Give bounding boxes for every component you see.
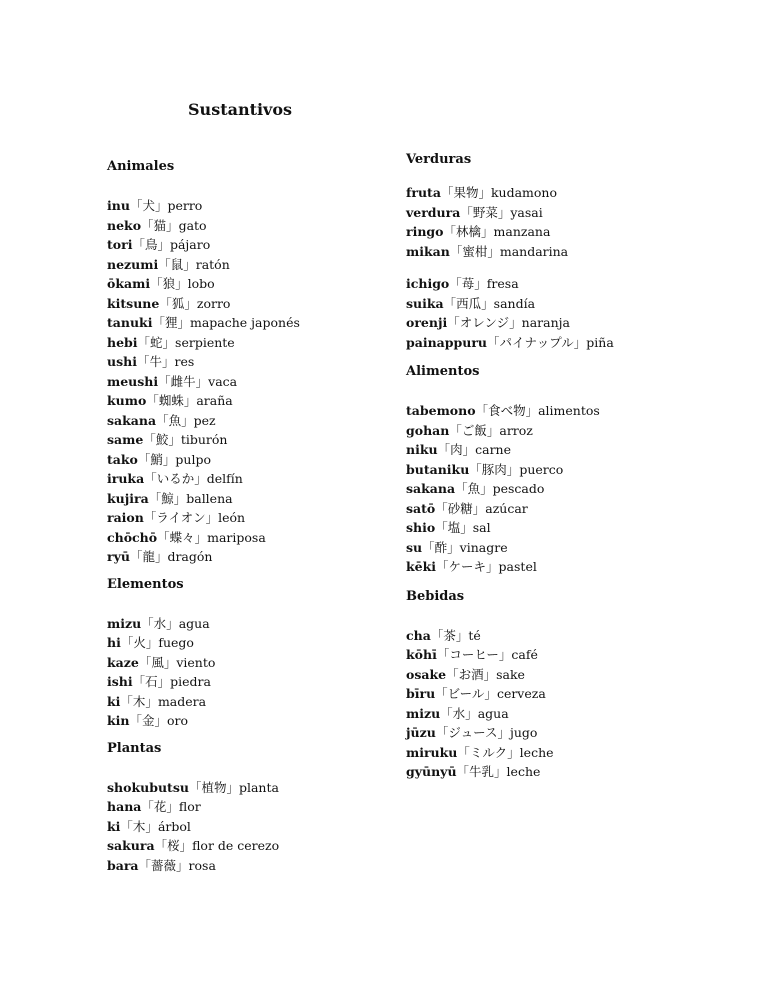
japanese-word: 「金」 (129, 713, 168, 728)
vocab-entry (406, 743, 746, 763)
vocab-entry (107, 633, 447, 653)
vocab-entry (406, 704, 746, 724)
spanish-word: mapache japonés (189, 315, 300, 330)
vocab-entry (406, 479, 746, 499)
spanish-word: agua (178, 615, 210, 631)
spanish-word: vaca (208, 373, 238, 389)
spacer (406, 577, 746, 588)
spacer (406, 606, 746, 626)
japanese-word: 「ジュース」 (435, 725, 510, 740)
japanese-word: 「お酒」 (446, 666, 497, 682)
japanese-word: 「花」 (141, 799, 179, 814)
vocab-entry (406, 333, 746, 353)
romaji-word: ryū (107, 549, 130, 564)
spacer (107, 758, 447, 778)
spanish-word: kudamono (490, 185, 557, 200)
vocab-entry (107, 313, 447, 333)
japanese-word: 「鯨」 (148, 490, 187, 506)
romaji-word: sakana (406, 481, 456, 496)
vocab-entry (107, 450, 447, 470)
vocab-entry (107, 692, 447, 712)
spanish-word: res (174, 354, 195, 369)
japanese-word: 「酢」 (422, 539, 460, 555)
spacer (406, 169, 746, 183)
vocab-entry (406, 518, 746, 538)
vocab-entry (107, 255, 447, 275)
romaji-word: kōhī (406, 647, 437, 662)
romaji-word: tanuki (107, 315, 153, 330)
vocab-entry (107, 274, 450, 294)
romaji-word: butaniku (406, 461, 470, 477)
spanish-word: carne (475, 442, 511, 457)
vocab-entry (406, 222, 746, 242)
vocab-entry (107, 489, 447, 509)
romaji-word: suika (406, 295, 444, 311)
romaji-word: tabemono (406, 403, 476, 418)
japanese-word: 「ミルク」 (457, 744, 520, 760)
japanese-word: 「コーヒー」 (436, 647, 512, 662)
romaji-word: sakana (107, 412, 157, 428)
romaji-word: mikan (406, 243, 450, 259)
japanese-word: 「茶」 (430, 627, 469, 643)
romaji-word: kin (107, 713, 130, 728)
right-column (406, 151, 746, 782)
romaji-word: iruka (107, 471, 145, 486)
spanish-word: leche (519, 744, 554, 760)
spanish-word: oro (167, 713, 189, 728)
spanish-word: alimentos (538, 403, 600, 418)
vocab-entry (406, 313, 746, 333)
spanish-word: agua (477, 705, 509, 721)
spanish-word: cerveza (496, 686, 546, 701)
spacer (406, 352, 746, 363)
romaji-word: meushi (107, 373, 159, 389)
romaji-word: verdura (406, 204, 461, 220)
japanese-word: 「ご飯」 (449, 422, 500, 438)
romaji-word: hana (107, 799, 142, 814)
vocab-entry (406, 645, 746, 665)
romaji-word: ichigo (406, 276, 450, 291)
japanese-word: 「龍」 (129, 549, 168, 564)
vocab-entry (107, 235, 447, 255)
romaji-word: ki (107, 818, 121, 834)
vocab-list (107, 778, 447, 876)
japanese-word: 「蝶々」 (157, 529, 208, 545)
spanish-word: leche (506, 764, 541, 779)
spanish-word: viento (176, 654, 216, 670)
japanese-word: 「木」 (120, 693, 158, 709)
japanese-word: 「オレンジ」 (447, 315, 522, 330)
romaji-word: shio (406, 520, 436, 535)
vocab-entry (107, 836, 447, 856)
romaji-word: neko (107, 217, 142, 233)
spanish-word: fuego (158, 635, 194, 650)
spanish-word: tiburón (180, 432, 228, 447)
japanese-word: 「水」 (141, 615, 179, 631)
japanese-word: 「林檎」 (443, 224, 494, 239)
japanese-word: 「火」 (120, 635, 159, 650)
vocab-entry (107, 528, 447, 548)
romaji-word: hebi (107, 334, 138, 350)
vocab-entry (406, 401, 746, 421)
japanese-word: 「鳥」 (132, 237, 170, 252)
japanese-word: 「肉」 (437, 442, 476, 457)
romaji-word: gyūnyū (406, 764, 457, 779)
vocab-entry (406, 723, 746, 743)
romaji-word: miruku (406, 744, 458, 760)
japanese-word: 「牛」 (136, 354, 175, 369)
romaji-word: ki (107, 693, 121, 709)
spanish-word: manzana (493, 224, 551, 239)
romaji-word: gohan (406, 422, 450, 438)
vocab-entry (406, 684, 746, 704)
romaji-word: mizu (406, 705, 441, 721)
spanish-word: té (468, 627, 481, 643)
romaji-word: niku (406, 442, 438, 457)
section-heading: Animales (107, 159, 175, 174)
spanish-word: dragón (167, 549, 213, 564)
japanese-word: 「塩」 (435, 520, 473, 535)
vocab-entry (107, 797, 447, 817)
spanish-word: mariposa (207, 529, 266, 545)
japanese-word: 「パイナップル」 (487, 334, 587, 350)
romaji-word: tako (107, 451, 138, 467)
japanese-word: 「ビール」 (435, 686, 497, 701)
spanish-word: pescado (492, 481, 545, 496)
spanish-word: pez (193, 412, 216, 428)
japanese-word: 「ライオン」 (143, 510, 219, 525)
romaji-word: su (406, 539, 423, 555)
spanish-word: pastel (498, 559, 537, 574)
spanish-word: arroz (499, 422, 533, 438)
spacer (107, 731, 447, 740)
spanish-word: serpiente (175, 334, 235, 350)
vocab-entry (406, 499, 746, 519)
japanese-word: 「鼠」 (158, 256, 196, 272)
japanese-word: 「狸」 (152, 315, 190, 330)
vocab-entry (107, 196, 447, 216)
spanish-word: vinagre (459, 539, 508, 555)
vocab-entry (107, 508, 447, 528)
vocab-list (107, 614, 447, 731)
romaji-word: painappuru (406, 334, 488, 350)
vocab-entry (406, 183, 746, 203)
romaji-word: kumo (107, 393, 147, 408)
japanese-word: 「鮹」 (137, 451, 176, 467)
romaji-word: mizu (107, 615, 142, 631)
romaji-word: bīru (406, 686, 436, 701)
romaji-word: kaze (107, 654, 139, 670)
vocab-entry (107, 547, 447, 567)
spanish-word: planta (238, 779, 279, 795)
romaji-word: ushi (107, 354, 137, 369)
spanish-word: sal (472, 520, 491, 535)
spanish-word: rosa (188, 857, 216, 873)
vocab-entry (107, 614, 447, 634)
romaji-word: jūzu (406, 725, 436, 740)
vocab-list (406, 274, 746, 352)
romaji-word: ōkami (107, 276, 151, 291)
spanish-word: piña (586, 334, 614, 350)
japanese-word: 「蜜柑」 (449, 243, 500, 259)
japanese-word: 「植物」 (188, 779, 239, 795)
romaji-word: fruta (406, 185, 441, 200)
romaji-word: tori (107, 237, 133, 252)
section (406, 151, 746, 363)
vocab-entry (406, 460, 746, 480)
japanese-word: 「苺」 (449, 276, 487, 291)
vocab-entry (406, 665, 746, 685)
spanish-word: ratón (195, 256, 230, 272)
vocab-list (406, 401, 746, 577)
spanish-word: zorro (196, 295, 231, 311)
spanish-word: naranja (521, 315, 570, 330)
spanish-word: flor de cerezo (192, 838, 280, 853)
romaji-word: bara (107, 857, 139, 873)
japanese-word: 「薔薇」 (138, 857, 189, 873)
section-heading: Bebidas (406, 588, 465, 604)
section (107, 576, 447, 740)
japanese-word: 「木」 (120, 818, 158, 834)
japanese-word: 「石」 (132, 674, 171, 689)
romaji-word: chōchō (107, 529, 158, 545)
romaji-word: ishi (107, 674, 133, 689)
section (107, 158, 450, 576)
section-heading: Elementos (107, 576, 184, 592)
vocab-entry (107, 391, 447, 411)
vocab-entry (107, 216, 447, 236)
vocab-list (406, 183, 746, 261)
vocab-entry (107, 294, 447, 314)
romaji-word: ringo (406, 224, 444, 239)
vocab-entry (406, 274, 746, 294)
spacer (107, 594, 447, 614)
romaji-word: orenji (406, 315, 448, 330)
romaji-word: osake (406, 666, 447, 682)
spanish-word: yasai (510, 204, 543, 220)
spanish-word: león (218, 510, 246, 525)
romaji-word: satō (406, 500, 436, 516)
vocab-entry (406, 762, 746, 782)
vocab-entry (107, 430, 447, 450)
japanese-word: 「蜘蛛」 (146, 393, 197, 408)
japanese-word: 「雌牛」 (158, 373, 209, 389)
vocab-entry (406, 294, 746, 314)
japanese-word: 「蛇」 (137, 334, 176, 350)
section (406, 363, 746, 588)
vocab-entry (406, 203, 746, 223)
group-spacer (406, 261, 746, 274)
spanish-word: fresa (486, 276, 519, 291)
vocab-entry (107, 469, 447, 489)
section-heading: Verduras (406, 152, 472, 167)
vocab-entry (107, 856, 447, 876)
section (107, 740, 447, 876)
romaji-word: cha (406, 627, 431, 643)
japanese-word: 「桜」 (154, 838, 193, 853)
spanish-word: puerco (519, 461, 564, 477)
spacer (107, 176, 447, 196)
romaji-word: inu (107, 198, 130, 213)
spanish-word: sake (496, 666, 525, 682)
section-heading: Alimentos (406, 364, 480, 379)
spacer (406, 381, 746, 401)
spanish-word: flor (178, 799, 201, 814)
section-heading: Plantas (107, 740, 162, 756)
japanese-word: 「魚」 (156, 412, 194, 428)
vocab-entry (107, 352, 447, 372)
japanese-word: 「水」 (440, 705, 478, 721)
left-column (107, 158, 450, 875)
vocab-entry (107, 711, 447, 731)
japanese-word: 「砂糖」 (435, 500, 486, 516)
spanish-word: café (511, 647, 538, 662)
romaji-word: shokubutsu (107, 779, 189, 795)
vocab-entry (406, 421, 746, 441)
vocab-entry (406, 538, 746, 558)
spanish-word: pulpo (175, 451, 211, 467)
japanese-word: 「狼」 (150, 276, 188, 291)
spanish-word: azúcar (485, 500, 528, 516)
vocab-entry (107, 333, 447, 353)
japanese-word: 「猫」 (141, 217, 179, 233)
spacer (107, 567, 447, 576)
vocab-entry (406, 242, 746, 262)
romaji-word: kitsune (107, 295, 160, 311)
spanish-word: perro (167, 198, 203, 213)
japanese-word: 「西瓜」 (443, 295, 494, 311)
vocab-list (107, 196, 450, 567)
japanese-word: 「豚肉」 (469, 461, 520, 477)
spanish-word: sandía (493, 295, 536, 311)
vocab-entry (107, 653, 447, 673)
spanish-word: gato (178, 217, 207, 233)
romaji-word: nezumi (107, 256, 159, 272)
spanish-word: delfín (206, 471, 243, 486)
vocab-entry (107, 672, 447, 692)
vocab-list (406, 626, 746, 782)
japanese-word: 「食べ物」 (475, 403, 539, 418)
japanese-word: 「ケーキ」 (436, 559, 499, 574)
japanese-word: 「牛乳」 (456, 764, 507, 779)
spanish-word: ballena (186, 490, 233, 506)
spanish-word: madera (157, 693, 207, 709)
page-title: Sustantivos (188, 100, 293, 119)
japanese-word: 「魚」 (455, 481, 493, 496)
vocab-entry (107, 411, 447, 431)
japanese-word: 「犬」 (129, 198, 168, 213)
spanish-word: lobo (187, 276, 215, 291)
romaji-word: kēki (406, 559, 437, 574)
vocab-entry (107, 778, 447, 798)
vocab-entry (406, 440, 746, 460)
romaji-word: hi (107, 635, 121, 650)
section (406, 588, 746, 782)
romaji-word: raion (107, 510, 144, 525)
spanish-word: pájaro (169, 237, 211, 252)
japanese-word: 「狐」 (159, 295, 197, 311)
spanish-word: jugo (509, 725, 538, 740)
romaji-word: sakura (107, 838, 155, 853)
japanese-word: 「鮫」 (143, 432, 181, 447)
japanese-word: 「いるか」 (144, 471, 207, 486)
vocab-entry (107, 817, 447, 837)
vocab-entry (107, 372, 447, 392)
spanish-word: mandarina (499, 243, 569, 259)
japanese-word: 「野菜」 (460, 204, 511, 220)
spanish-word: piedra (170, 674, 211, 689)
vocab-entry (406, 557, 746, 577)
romaji-word: kujira (107, 490, 149, 506)
spanish-word: árbol (157, 818, 191, 834)
romaji-word: same (107, 432, 144, 447)
spanish-word: araña (196, 393, 233, 408)
vocab-entry (406, 626, 746, 646)
japanese-word: 「風」 (138, 654, 177, 670)
japanese-word: 「果物」 (440, 185, 491, 200)
